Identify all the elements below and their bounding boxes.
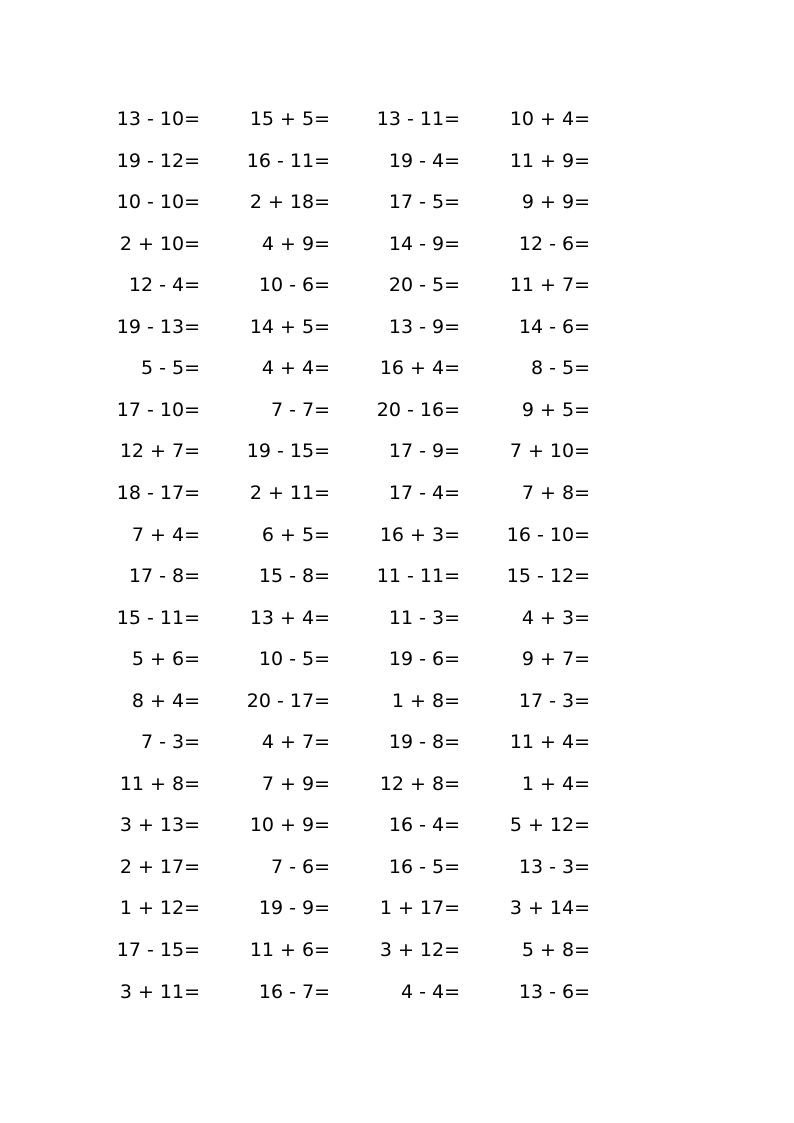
- math-problem: 18 - 17=: [116, 481, 200, 504]
- math-problem: 2 + 17=: [119, 855, 200, 878]
- math-problem: 13 + 4=: [249, 606, 330, 629]
- problem-row: [0, 395, 794, 425]
- problem-row: [0, 270, 794, 300]
- problem-row: [0, 436, 794, 466]
- math-problem: 19 - 6=: [388, 648, 460, 671]
- problem-row: [0, 686, 794, 716]
- math-problem: 17 - 9=: [388, 440, 460, 463]
- math-problem: 4 + 4=: [261, 357, 330, 380]
- math-problem: 16 - 10=: [506, 523, 590, 546]
- math-problem: 10 + 9=: [249, 814, 330, 837]
- math-problem: 1 + 17=: [379, 897, 460, 920]
- problem-row: [0, 229, 794, 259]
- math-problem: 17 - 10=: [116, 398, 200, 421]
- problem-row: [0, 187, 794, 217]
- math-problem: 16 - 4=: [388, 814, 460, 837]
- math-problem: 7 + 8=: [521, 481, 590, 504]
- math-problem: 14 - 6=: [518, 315, 590, 338]
- math-problem: 12 - 6=: [518, 232, 590, 255]
- math-problem: 5 + 6=: [131, 648, 200, 671]
- problem-row: [0, 312, 794, 342]
- math-problem: 19 - 12=: [116, 149, 200, 172]
- math-problem: 9 + 5=: [521, 398, 590, 421]
- problem-row: [0, 520, 794, 550]
- math-problem: 5 + 8=: [521, 939, 590, 961]
- math-problem: 16 - 7=: [258, 980, 330, 1003]
- math-problem: 14 - 9=: [388, 232, 460, 255]
- math-problem: 16 - 11=: [246, 149, 330, 172]
- math-problem: 17 - 5=: [388, 191, 460, 214]
- problem-row: [0, 935, 794, 965]
- math-problem: 15 - 11=: [116, 606, 200, 629]
- math-problem: 2 + 10=: [119, 232, 200, 255]
- math-problem: 13 - 6=: [518, 980, 590, 1003]
- math-problem: 19 - 8=: [388, 731, 460, 754]
- math-problem: 19 - 9=: [258, 897, 330, 920]
- math-problem: 17 - 15=: [116, 939, 200, 961]
- math-problem: 5 - 5=: [140, 357, 200, 380]
- math-problem: 20 - 16=: [376, 398, 460, 421]
- problem-row: [0, 769, 794, 799]
- math-problem: 4 + 9=: [261, 232, 330, 255]
- math-problem: 10 - 6=: [258, 274, 330, 297]
- math-problem: 19 - 4=: [388, 149, 460, 172]
- math-problem: 7 + 9=: [261, 772, 330, 795]
- math-problem: 1 + 4=: [521, 772, 590, 795]
- math-problem: 7 - 6=: [270, 855, 330, 878]
- math-problem: 15 - 12=: [506, 565, 590, 587]
- math-problem: 9 + 9=: [521, 191, 590, 214]
- math-problem: 7 - 7=: [270, 398, 330, 421]
- math-problem: 20 - 5=: [388, 274, 460, 297]
- problem-row: [0, 146, 794, 176]
- math-problem: 5 + 12=: [509, 814, 590, 837]
- math-problem: 7 + 10=: [509, 440, 590, 463]
- math-problem: 4 - 4=: [400, 980, 460, 1003]
- math-problem: 11 + 8=: [119, 772, 200, 795]
- math-problem: 13 - 11=: [376, 108, 460, 130]
- problem-row: [0, 603, 794, 633]
- math-problem: 8 + 4=: [131, 689, 200, 712]
- math-problem: 14 + 5=: [249, 315, 330, 338]
- math-problem: 11 + 7=: [509, 274, 590, 297]
- math-problem: 13 - 10=: [116, 108, 200, 130]
- math-problem: 3 + 13=: [119, 814, 200, 837]
- problem-row: [0, 561, 794, 591]
- math-problem: 11 - 3=: [388, 606, 460, 629]
- math-problem: 12 + 8=: [379, 772, 460, 795]
- math-problem: 16 - 5=: [388, 855, 460, 878]
- math-problem: 17 - 4=: [388, 481, 460, 504]
- math-problem: 10 + 4=: [509, 108, 590, 130]
- math-problem: 17 - 8=: [128, 565, 200, 587]
- problem-row: [0, 977, 794, 1007]
- math-problem: 3 + 12=: [379, 939, 460, 961]
- problem-row: [0, 104, 794, 134]
- math-problem: 15 + 5=: [249, 108, 330, 130]
- math-problem: 7 - 3=: [140, 731, 200, 754]
- math-problem: 4 + 7=: [261, 731, 330, 754]
- math-problem: 1 + 8=: [391, 689, 460, 712]
- math-problem: 12 + 7=: [119, 440, 200, 463]
- math-problem: 11 - 11=: [376, 565, 460, 587]
- math-problem: 16 + 3=: [379, 523, 460, 546]
- math-problem: 9 + 7=: [521, 648, 590, 671]
- math-problem: 20 - 17=: [246, 689, 330, 712]
- math-problem: 10 - 10=: [116, 191, 200, 214]
- problem-row: [0, 852, 794, 882]
- math-problem: 6 + 5=: [261, 523, 330, 546]
- problem-row: [0, 644, 794, 674]
- math-problem: 2 + 18=: [249, 191, 330, 214]
- math-problem: 19 - 15=: [246, 440, 330, 463]
- problem-row: [0, 727, 794, 757]
- math-problem: 19 - 13=: [116, 315, 200, 338]
- math-problem: 13 - 3=: [518, 855, 590, 878]
- math-problem: 16 + 4=: [379, 357, 460, 380]
- problem-row: [0, 810, 794, 840]
- math-problem: 17 - 3=: [518, 689, 590, 712]
- math-problem: 13 - 9=: [388, 315, 460, 338]
- math-problem: 3 + 11=: [119, 980, 200, 1003]
- problem-row: [0, 478, 794, 508]
- math-problem: 11 + 9=: [509, 149, 590, 172]
- math-problem: 2 + 11=: [249, 481, 330, 504]
- math-problem: 11 + 6=: [249, 939, 330, 961]
- math-problem: 7 + 4=: [131, 523, 200, 546]
- math-problem: 1 + 12=: [119, 897, 200, 920]
- problem-row: [0, 893, 794, 923]
- problem-row: [0, 353, 794, 383]
- math-problem: 15 - 8=: [258, 565, 330, 587]
- math-problem: 8 - 5=: [530, 357, 590, 380]
- math-problem: 12 - 4=: [128, 274, 200, 297]
- math-problem: 10 - 5=: [258, 648, 330, 671]
- math-problem: 4 + 3=: [521, 606, 590, 629]
- math-problem: 3 + 14=: [509, 897, 590, 920]
- math-problem: 11 + 4=: [509, 731, 590, 754]
